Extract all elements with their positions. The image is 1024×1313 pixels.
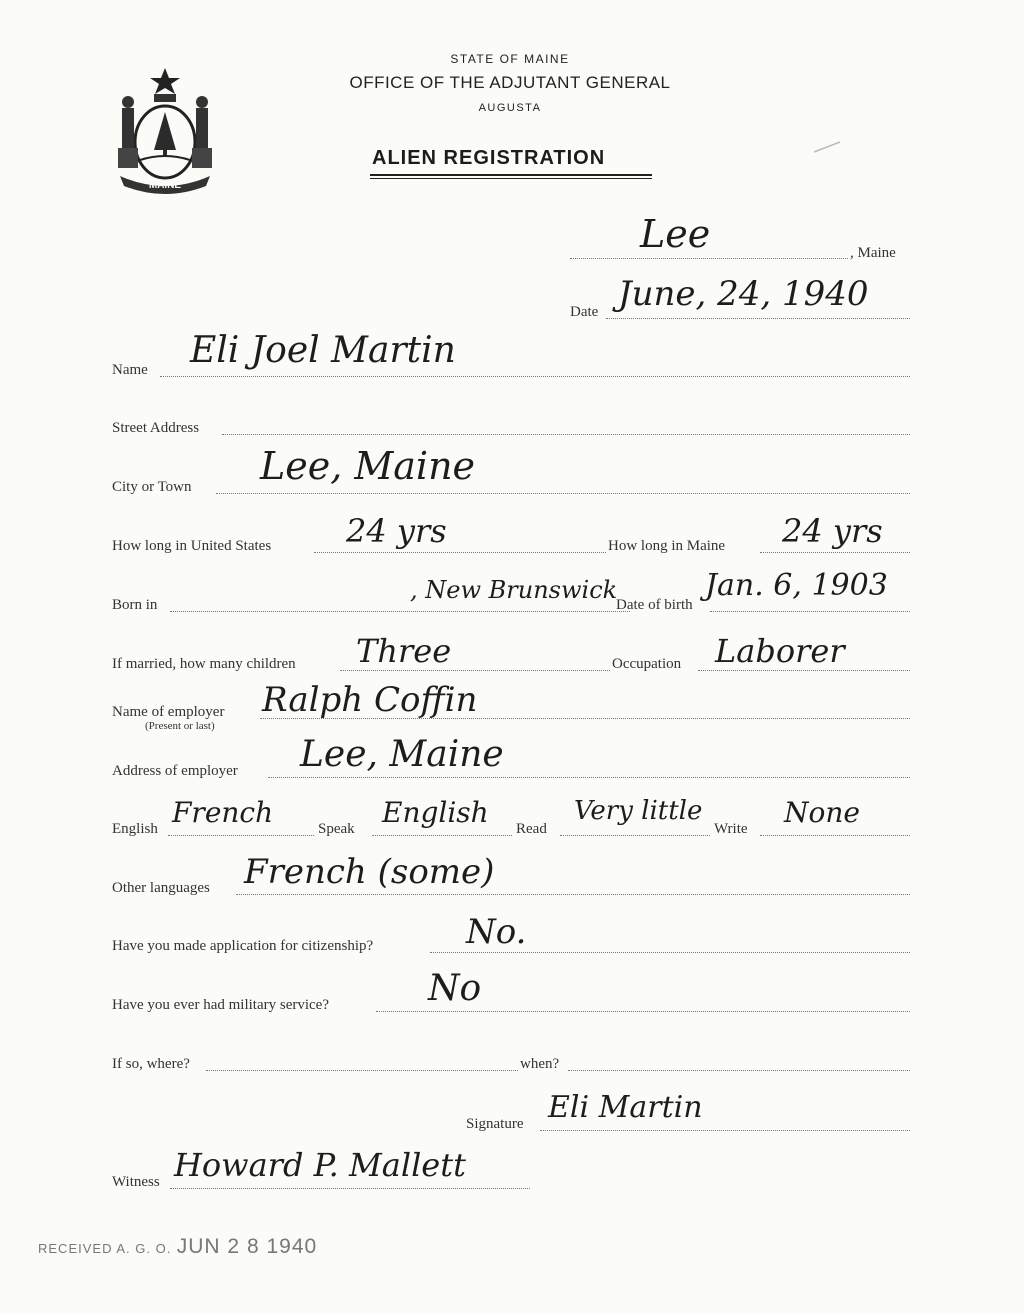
title-underline-2 xyxy=(370,178,652,179)
children-label: If married, how many children xyxy=(112,656,296,672)
when-line xyxy=(568,1070,910,1071)
city-entry: Lee, Maine xyxy=(260,444,476,488)
employer-address-label: Address of employer xyxy=(112,763,238,779)
title-underline xyxy=(370,174,652,176)
employer-address-line xyxy=(268,777,910,778)
speak-entry: English xyxy=(382,796,489,829)
military-entry: No xyxy=(428,968,482,1009)
employer-address-entry: Lee, Maine xyxy=(300,734,504,775)
other-languages-line xyxy=(236,894,910,895)
how-long-us-entry: 24 yrs xyxy=(346,512,447,550)
date-of-birth-line xyxy=(710,611,910,612)
read-line xyxy=(560,835,710,836)
employer-entry: Ralph Coffin xyxy=(262,680,478,720)
date-of-birth-label: Date of birth xyxy=(616,597,693,613)
maine-label: , Maine xyxy=(850,245,896,261)
date-of-birth-entry: Jan. 6, 1903 xyxy=(705,568,888,603)
witness-line xyxy=(170,1188,530,1189)
seal-text: MAINE xyxy=(148,180,182,191)
english-line xyxy=(168,835,314,836)
speak-label: Speak xyxy=(318,821,355,837)
occupation-entry: Laborer xyxy=(715,632,845,670)
town-line xyxy=(570,258,848,259)
born-in-label: Born in xyxy=(112,597,158,613)
how-long-maine-entry: 24 yrs xyxy=(782,512,883,550)
stamp-date: JUN 2 8 1940 xyxy=(176,1235,318,1258)
signature-label: Signature xyxy=(466,1116,524,1132)
where-line xyxy=(206,1070,518,1071)
street-line xyxy=(222,434,910,435)
witness-entry: Howard P. Mallett xyxy=(174,1146,466,1184)
write-entry: None xyxy=(784,796,860,829)
read-entry: Very little xyxy=(574,796,703,826)
speak-line xyxy=(372,835,512,836)
stamp-received: RECEIVED A. G. O. xyxy=(38,1241,172,1256)
signature-entry: Eli Martin xyxy=(548,1090,703,1125)
write-label: Write xyxy=(714,821,748,837)
other-languages-label: Other languages xyxy=(112,880,210,896)
witness-label: Witness xyxy=(112,1174,160,1190)
city-line xyxy=(216,493,910,494)
date-entry: June, 24, 1940 xyxy=(618,274,869,314)
citizenship-label: Have you made application for citizenship? xyxy=(112,938,374,954)
how-long-us-label: How long in United States xyxy=(112,538,272,554)
when-label: when? xyxy=(520,1056,560,1072)
born-in-entry: , New Brunswick xyxy=(410,576,618,604)
military-label: Have you ever had military service? xyxy=(112,997,329,1013)
header-state: STATE OF MAINE xyxy=(450,52,570,66)
form-title: ALIEN REGISTRATION xyxy=(372,147,606,169)
born-in-line xyxy=(170,611,630,612)
employer-label: Name of employer xyxy=(112,704,225,720)
how-long-us-line xyxy=(314,552,606,553)
signature-line xyxy=(540,1130,910,1131)
write-line xyxy=(760,835,910,836)
children-entry: Three xyxy=(356,632,452,670)
where-label: If so, where? xyxy=(112,1056,190,1072)
pencil-mark xyxy=(812,140,842,154)
name-entry: Eli Joel Martin xyxy=(190,330,456,371)
maine-state-seal xyxy=(110,64,220,194)
how-long-maine-line xyxy=(760,552,910,553)
town-entry: Lee xyxy=(640,212,711,256)
employer-sublabel: (Present or last) xyxy=(145,720,215,732)
english-entry: French xyxy=(172,796,274,829)
received-stamp xyxy=(38,1235,317,1259)
name-label: Name xyxy=(112,362,148,378)
occupation-label: Occupation xyxy=(612,656,682,672)
other-languages-entry: French (some) xyxy=(244,852,495,892)
date-label: Date xyxy=(570,304,599,320)
header-office: OFFICE OF THE ADJUTANT GENERAL xyxy=(349,73,671,92)
street-label: Street Address xyxy=(112,420,200,436)
citizenship-line xyxy=(430,952,910,953)
military-line xyxy=(376,1011,910,1012)
date-line xyxy=(606,318,910,319)
name-line xyxy=(160,376,910,377)
occupation-line xyxy=(698,670,910,671)
citizenship-entry: No. xyxy=(466,912,527,952)
how-long-maine-label: How long in Maine xyxy=(608,538,726,554)
header-city: AUGUSTA xyxy=(478,102,542,114)
english-label: English xyxy=(112,821,158,837)
city-label: City or Town xyxy=(112,479,192,495)
read-label: Read xyxy=(516,821,547,837)
children-line xyxy=(340,670,610,671)
